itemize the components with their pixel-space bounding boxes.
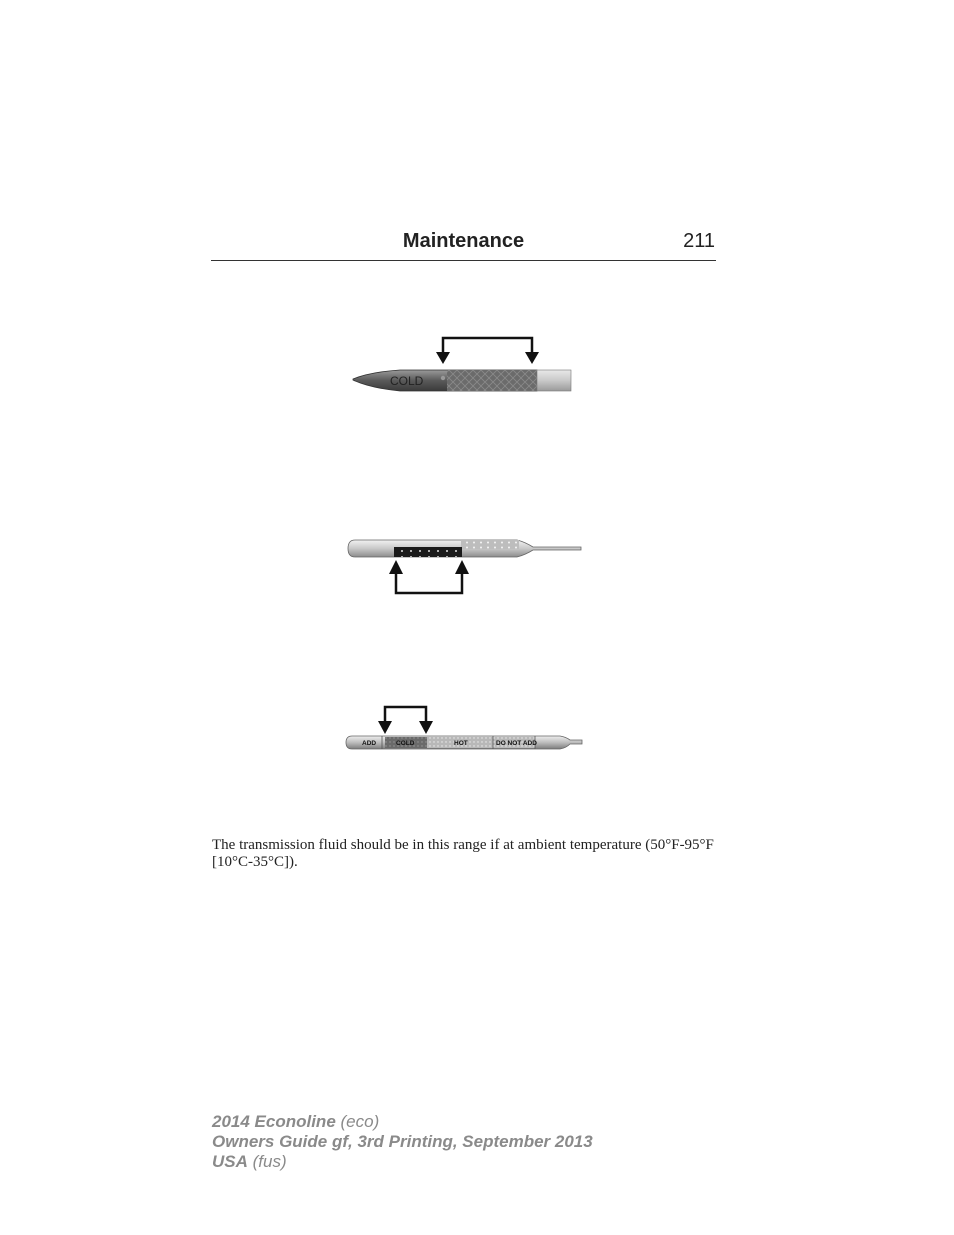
crosshatch-zone [447, 370, 537, 391]
page-number: 211 [683, 230, 715, 252]
footer-line-1 [212, 1112, 593, 1132]
body-paragraph: The transmission fluid should be in this range if at ambient temperature (50°F-95°F [10°C-35°C]). [212, 837, 714, 870]
bracket-line-2 [396, 574, 462, 593]
arrow-right-icon [525, 352, 539, 364]
level-dot [441, 376, 445, 380]
add-label: ADD [362, 740, 377, 747]
arrow-up-right-icon [455, 560, 469, 574]
footer-line-3 [212, 1152, 593, 1172]
arrow-up-left-icon [389, 560, 403, 574]
footer-model-code: (eco) [340, 1112, 380, 1131]
hot-label: HOT [454, 740, 468, 747]
arrow-right-icon-3 [419, 721, 433, 734]
do-not-add-label: DO NOT ADD [496, 740, 537, 747]
arrow-left-icon [436, 352, 450, 364]
dipstick-figure-labeled [340, 700, 585, 760]
dipstick-end [537, 370, 571, 391]
page-header [211, 226, 716, 261]
cold-label-3: COLD [396, 740, 415, 747]
footer-market: USA [212, 1152, 248, 1171]
dipstick-figure-cold-tip [345, 330, 575, 400]
footer-model: 2014 Econoline [212, 1112, 336, 1131]
bracket-line-3 [385, 707, 426, 722]
dipstick-illustration-3 [340, 700, 585, 760]
arrow-left-icon-3 [378, 721, 392, 734]
bracket-line [443, 338, 532, 352]
dipstick-figure-dotted-band [345, 530, 585, 600]
page-footer [212, 1112, 593, 1172]
cold-dotted-zone [394, 547, 462, 557]
hot-dotted-zone [461, 540, 519, 549]
section-title: Maintenance [402, 230, 525, 252]
dipstick-illustration [345, 330, 575, 400]
footer-market-code: (fus) [252, 1152, 287, 1171]
dipstick-illustration-2 [345, 530, 585, 600]
cold-label: COLD [390, 374, 424, 388]
footer-line-2: Owners Guide gf, 3rd Printing, September 2013 [212, 1132, 593, 1151]
